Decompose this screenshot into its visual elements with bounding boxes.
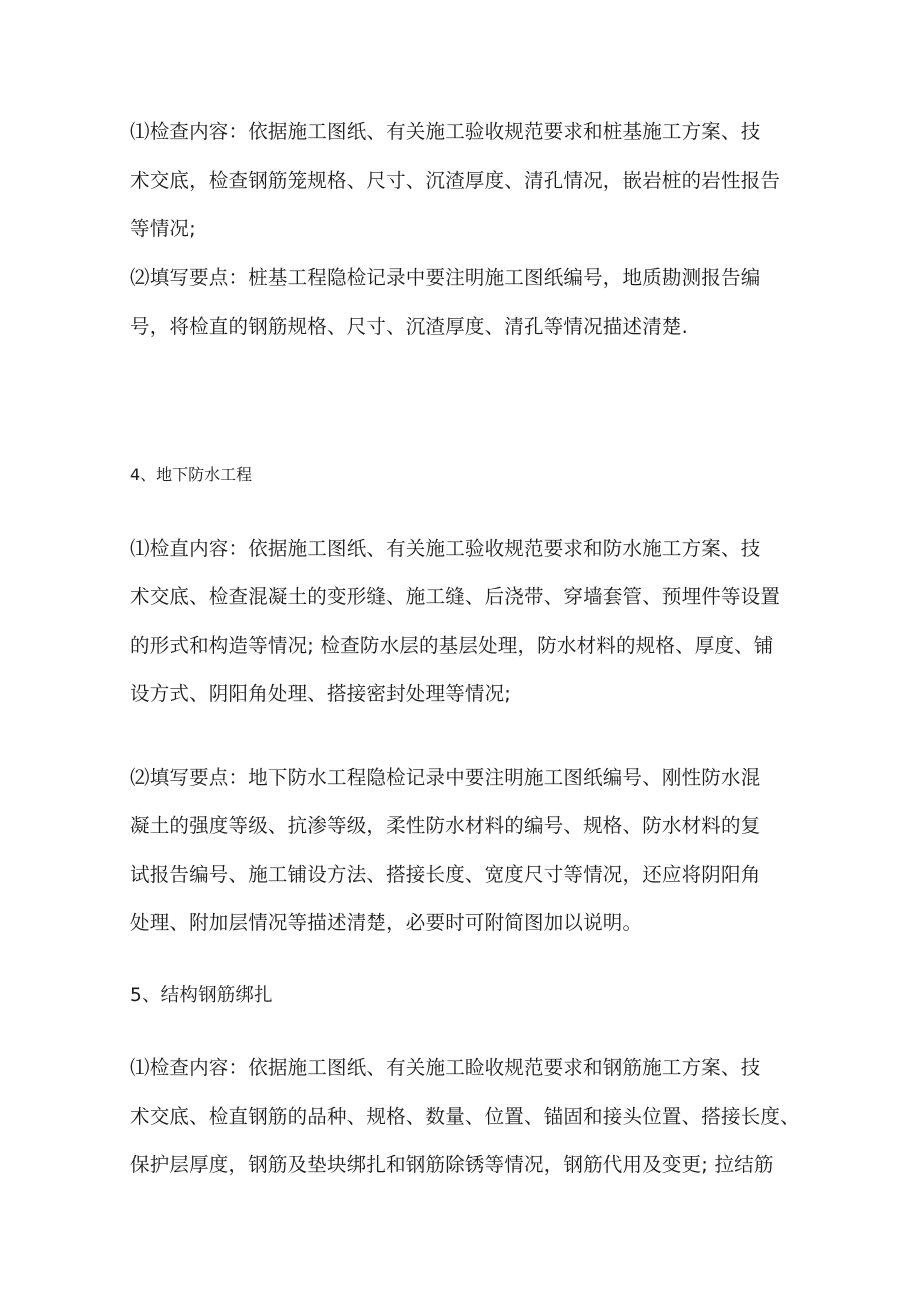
s5-check-line-1: ⑴检查内容：依据施工图纸、有关施工睑收规范要求和钢筋施工方案、技 (130, 1056, 761, 1079)
section-5-heading: 5、结构钢筋绑扎 (130, 985, 273, 1006)
s4-fill-line-1: ⑵填写要点：地下防水工程隐检记录中要注明施工图纸编号、刚性防水混 (130, 766, 761, 789)
s5-check-line-2: 术交底、检直钢筋的品种、规格、数量、位置、锚固和接头位置、搭接长度、 (130, 1105, 800, 1128)
s3-fill-line-1: ⑵填写要点：桩基工程隐检记录中要注明施工图纸编号，地质勘测报告编 (130, 266, 761, 289)
s3-check-line-2: 术交底，检查钢筋笼规格、尺寸、沉渣厚度、清孔情况，嵌岩桩的岩性报告 (130, 169, 781, 192)
section-4-heading: 4、地下防水工程 (130, 465, 253, 484)
s4-check-line-1: ⑴检直内容：依据施工图纸、有关施工验收规范要求和防水施工方案、技 (130, 537, 761, 560)
s4-fill-line-4: 处理、附加层情况等描述清楚，必要时可附简图加以说明。 (130, 911, 643, 934)
s4-fill-line-2: 凝土的强度等级、抗渗等级，柔性防水材料的编号、规格、防水材料的复 (130, 814, 761, 837)
s3-check-line-3: 等情况; (130, 217, 196, 240)
s4-fill-line-3: 试报告编号、施工铺设方法、搭接长度、宽度尺寸等情况，还应将阴阳角 (130, 863, 761, 886)
s3-check-line-1: ⑴检查内容：依据施工图纸、有关施工验收规范要求和桩基施工方案、技 (130, 120, 761, 143)
s3-fill-line-2: 号，将检直的钢筋规格、尺寸、沉渣厚度、清孔等情况描述清楚. (130, 315, 688, 338)
s4-check-line-2: 术交底、检查混凝土的变形缝、施工缝、后浇带、穿墙套管、预埋件等设置 (130, 585, 781, 608)
s4-check-line-3: 的形式和构造等情况; 检查防水层的基层处理，防水材料的规格、厚度、铺 (130, 634, 774, 657)
s5-check-line-3: 保护层厚度，钢筋及垫块绑扎和钢筋除锈等情况，钢筋代用及变更; 拉结筋 (130, 1153, 774, 1176)
s4-check-line-4: 设方式、阴阳角处理、搭接密封处理等情况; (130, 682, 512, 705)
